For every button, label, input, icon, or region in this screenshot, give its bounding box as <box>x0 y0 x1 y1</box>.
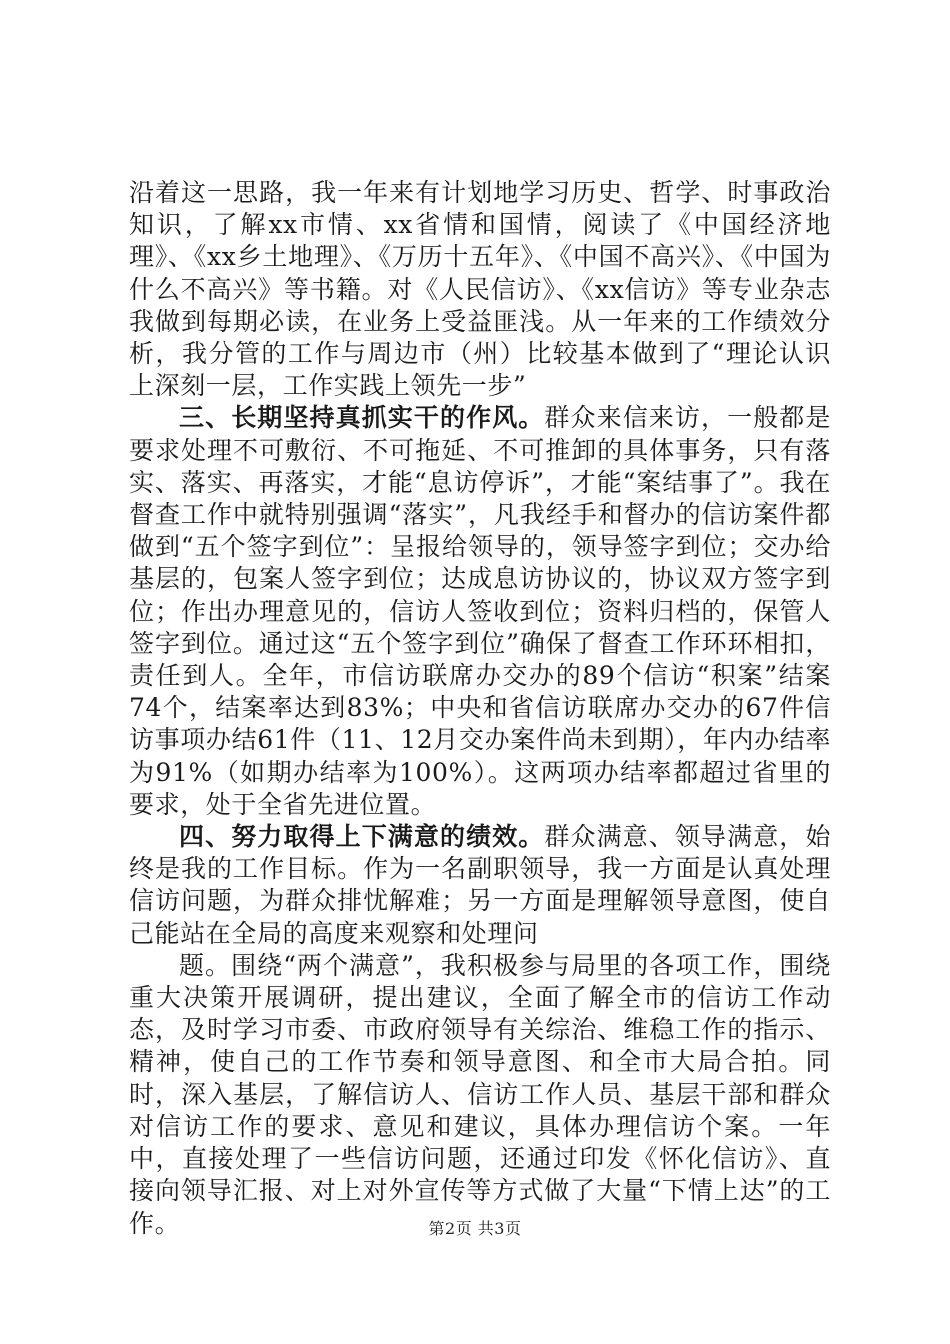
paragraph-section-four <box>129 821 831 950</box>
section-heading-three: 三、长期坚持真抓实干的作风。 <box>179 403 545 433</box>
paragraph-text: 沿着这一思路，我一年来有计划地学习历史、哲学、时事政治知识，了解xx市情、xx省情和国情，阅读了《中国经济地理》、《xx乡土地理》、《万历十五年》、《中国不高兴》、《中国为什么不高兴》等书籍。对《人民信访》、《xx信访》等专业杂志我做到每期必读，在业务上受益匪浅。从一年来的工作绩效分析，我分管的工作与周边市（州）比较基本做到了“理论认识上深刻一层，工作实践上领先一步” <box>129 178 831 401</box>
paragraph-section-three <box>129 402 831 821</box>
paragraph-section-four-continued <box>129 950 831 1240</box>
paragraph-text: 题。围绕“两个满意”，我积极参与局里的各项工作，围绕重大决策开展调研，提出建议，全面了解全市的信访工作动态，及时学习市委、市政府领导有关综治、维稳工作的指示、精神，使自己的工作节奏和领导意图、和全市大局合拍。同时，深入基层，了解信访人、信访工作人员、基层干部和群众对信访工作的要求、意见和建议，具体办理信访个案。一年中，直接处理了一些信访问题，还通过印发《怀化信访》、直接向领导汇报、对上对外宣传等方式做了大量“下情上达”的工作。 <box>129 950 831 1238</box>
paragraph-text: 群众满意、领导满意，始终是我的工作目标。作为一名副职领导，我一方面是认真处理信访问题，为群众排忧解难；另一方面是理解领导意图，使自己能站在全局的高度来观察和处理问 <box>129 822 832 948</box>
section-heading-four: 四、努力取得上下满意的绩效。 <box>179 822 545 852</box>
paragraph-reading-continuation <box>129 177 831 402</box>
document-body <box>129 177 831 1240</box>
paragraph-text: 群众来信来访，一般都是要求处理不可敷衍、不可拖延、不可推卸的具体事务，只有落实、落实、再落实，才能“息访停诉”，才能“案结事了”。我在督查工作中就特别强调“落实”，凡我经手和督办的信访案件都做到“五个签字到位”：呈报给领导的，领导签字到位；交办给基层的，包案人签字到位；达成息访协议的，协议双方签字到位；作出办理意见的，信访人签收到位；资料归档的，保管人签字到位。通过这“五个签字到位”确保了督查工作环环相扣，责任到人。全年，市信访联席办交办的89个信访“积案”结案74个，结案率达到83%；中央和省信访联席办交办的67件信访事项办结61件（11、12月交办案件尚未到期），年内办结率为91%（如期办结率为100%）。这两项办结率都超过省里的要求，处于全省先进位置。 <box>129 403 832 819</box>
page-number-footer: 第2页 共3页 <box>428 1219 522 1238</box>
